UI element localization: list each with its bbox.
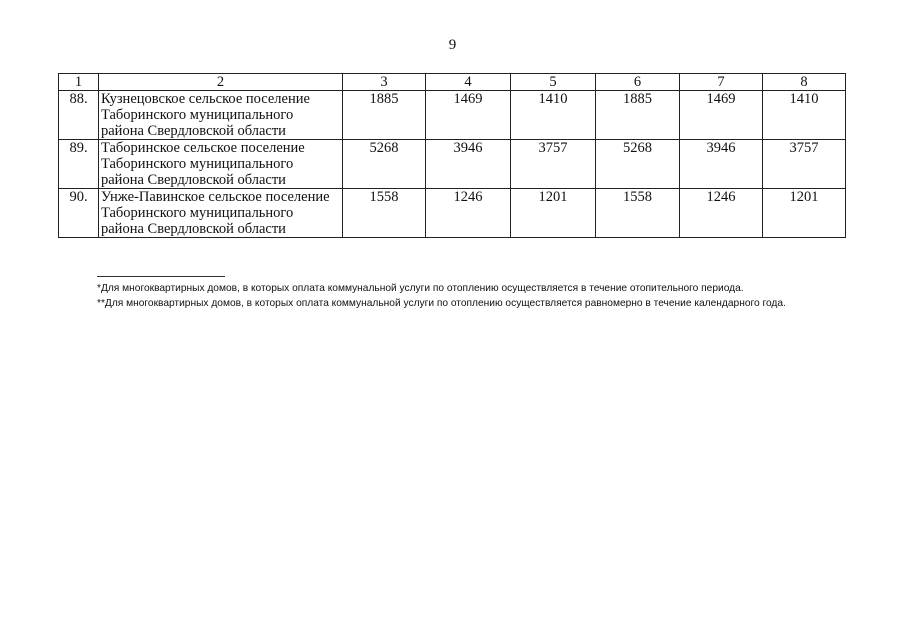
table-row xyxy=(59,189,846,238)
table-cell: 1410 xyxy=(511,91,596,140)
table-cell: 1246 xyxy=(680,189,763,238)
footnote-1: *Для многоквартирных домов, в которых оплата коммунальной услуги по отоплению осуществляется в течение отопительного периода. xyxy=(97,283,744,294)
row-number: 88. xyxy=(59,91,99,140)
data-table xyxy=(58,73,846,238)
table-cell: 1201 xyxy=(511,189,596,238)
table-cell: 1469 xyxy=(680,91,763,140)
table-cell: 5268 xyxy=(343,140,426,189)
table-cell: 1885 xyxy=(343,91,426,140)
column-header: 2 xyxy=(99,74,343,91)
table-cell: 3757 xyxy=(763,140,846,189)
table-cell: 3946 xyxy=(426,140,511,189)
column-header: 8 xyxy=(763,74,846,91)
table-row xyxy=(59,140,846,189)
table-cell: 1469 xyxy=(426,91,511,140)
table-cell: 1410 xyxy=(763,91,846,140)
table-cell: 1558 xyxy=(343,189,426,238)
column-header: 6 xyxy=(596,74,680,91)
table-cell: 1558 xyxy=(596,189,680,238)
table-cell: 1246 xyxy=(426,189,511,238)
table-cell: 1885 xyxy=(596,91,680,140)
page-number: 9 xyxy=(448,37,457,53)
table-header-row xyxy=(59,74,846,91)
column-header: 3 xyxy=(343,74,426,91)
table-cell: 3757 xyxy=(511,140,596,189)
table-cell: 1201 xyxy=(763,189,846,238)
table-row xyxy=(59,91,846,140)
column-header: 1 xyxy=(59,74,99,91)
settlement-name: Кузнецовское сельское поселение Таборинского муниципального района Свердловской области xyxy=(99,91,343,140)
column-header: 7 xyxy=(680,74,763,91)
table-cell: 5268 xyxy=(596,140,680,189)
column-header: 5 xyxy=(511,74,596,91)
row-number: 89. xyxy=(59,140,99,189)
table-cell: 3946 xyxy=(680,140,763,189)
settlement-name: Таборинское сельское поселение Таборинского муниципального района Свердловской области xyxy=(99,140,343,189)
settlement-name: Унже-Павинское сельское поселение Таборинского муниципального района Свердловской области xyxy=(99,189,343,238)
column-header: 4 xyxy=(426,74,511,91)
footnote-2: **Для многоквартирных домов, в которых оплата коммунальной услуги по отоплению осуществляется равномерно в течение календарного года. xyxy=(97,298,786,309)
footnote-divider xyxy=(97,276,225,277)
row-number: 90. xyxy=(59,189,99,238)
